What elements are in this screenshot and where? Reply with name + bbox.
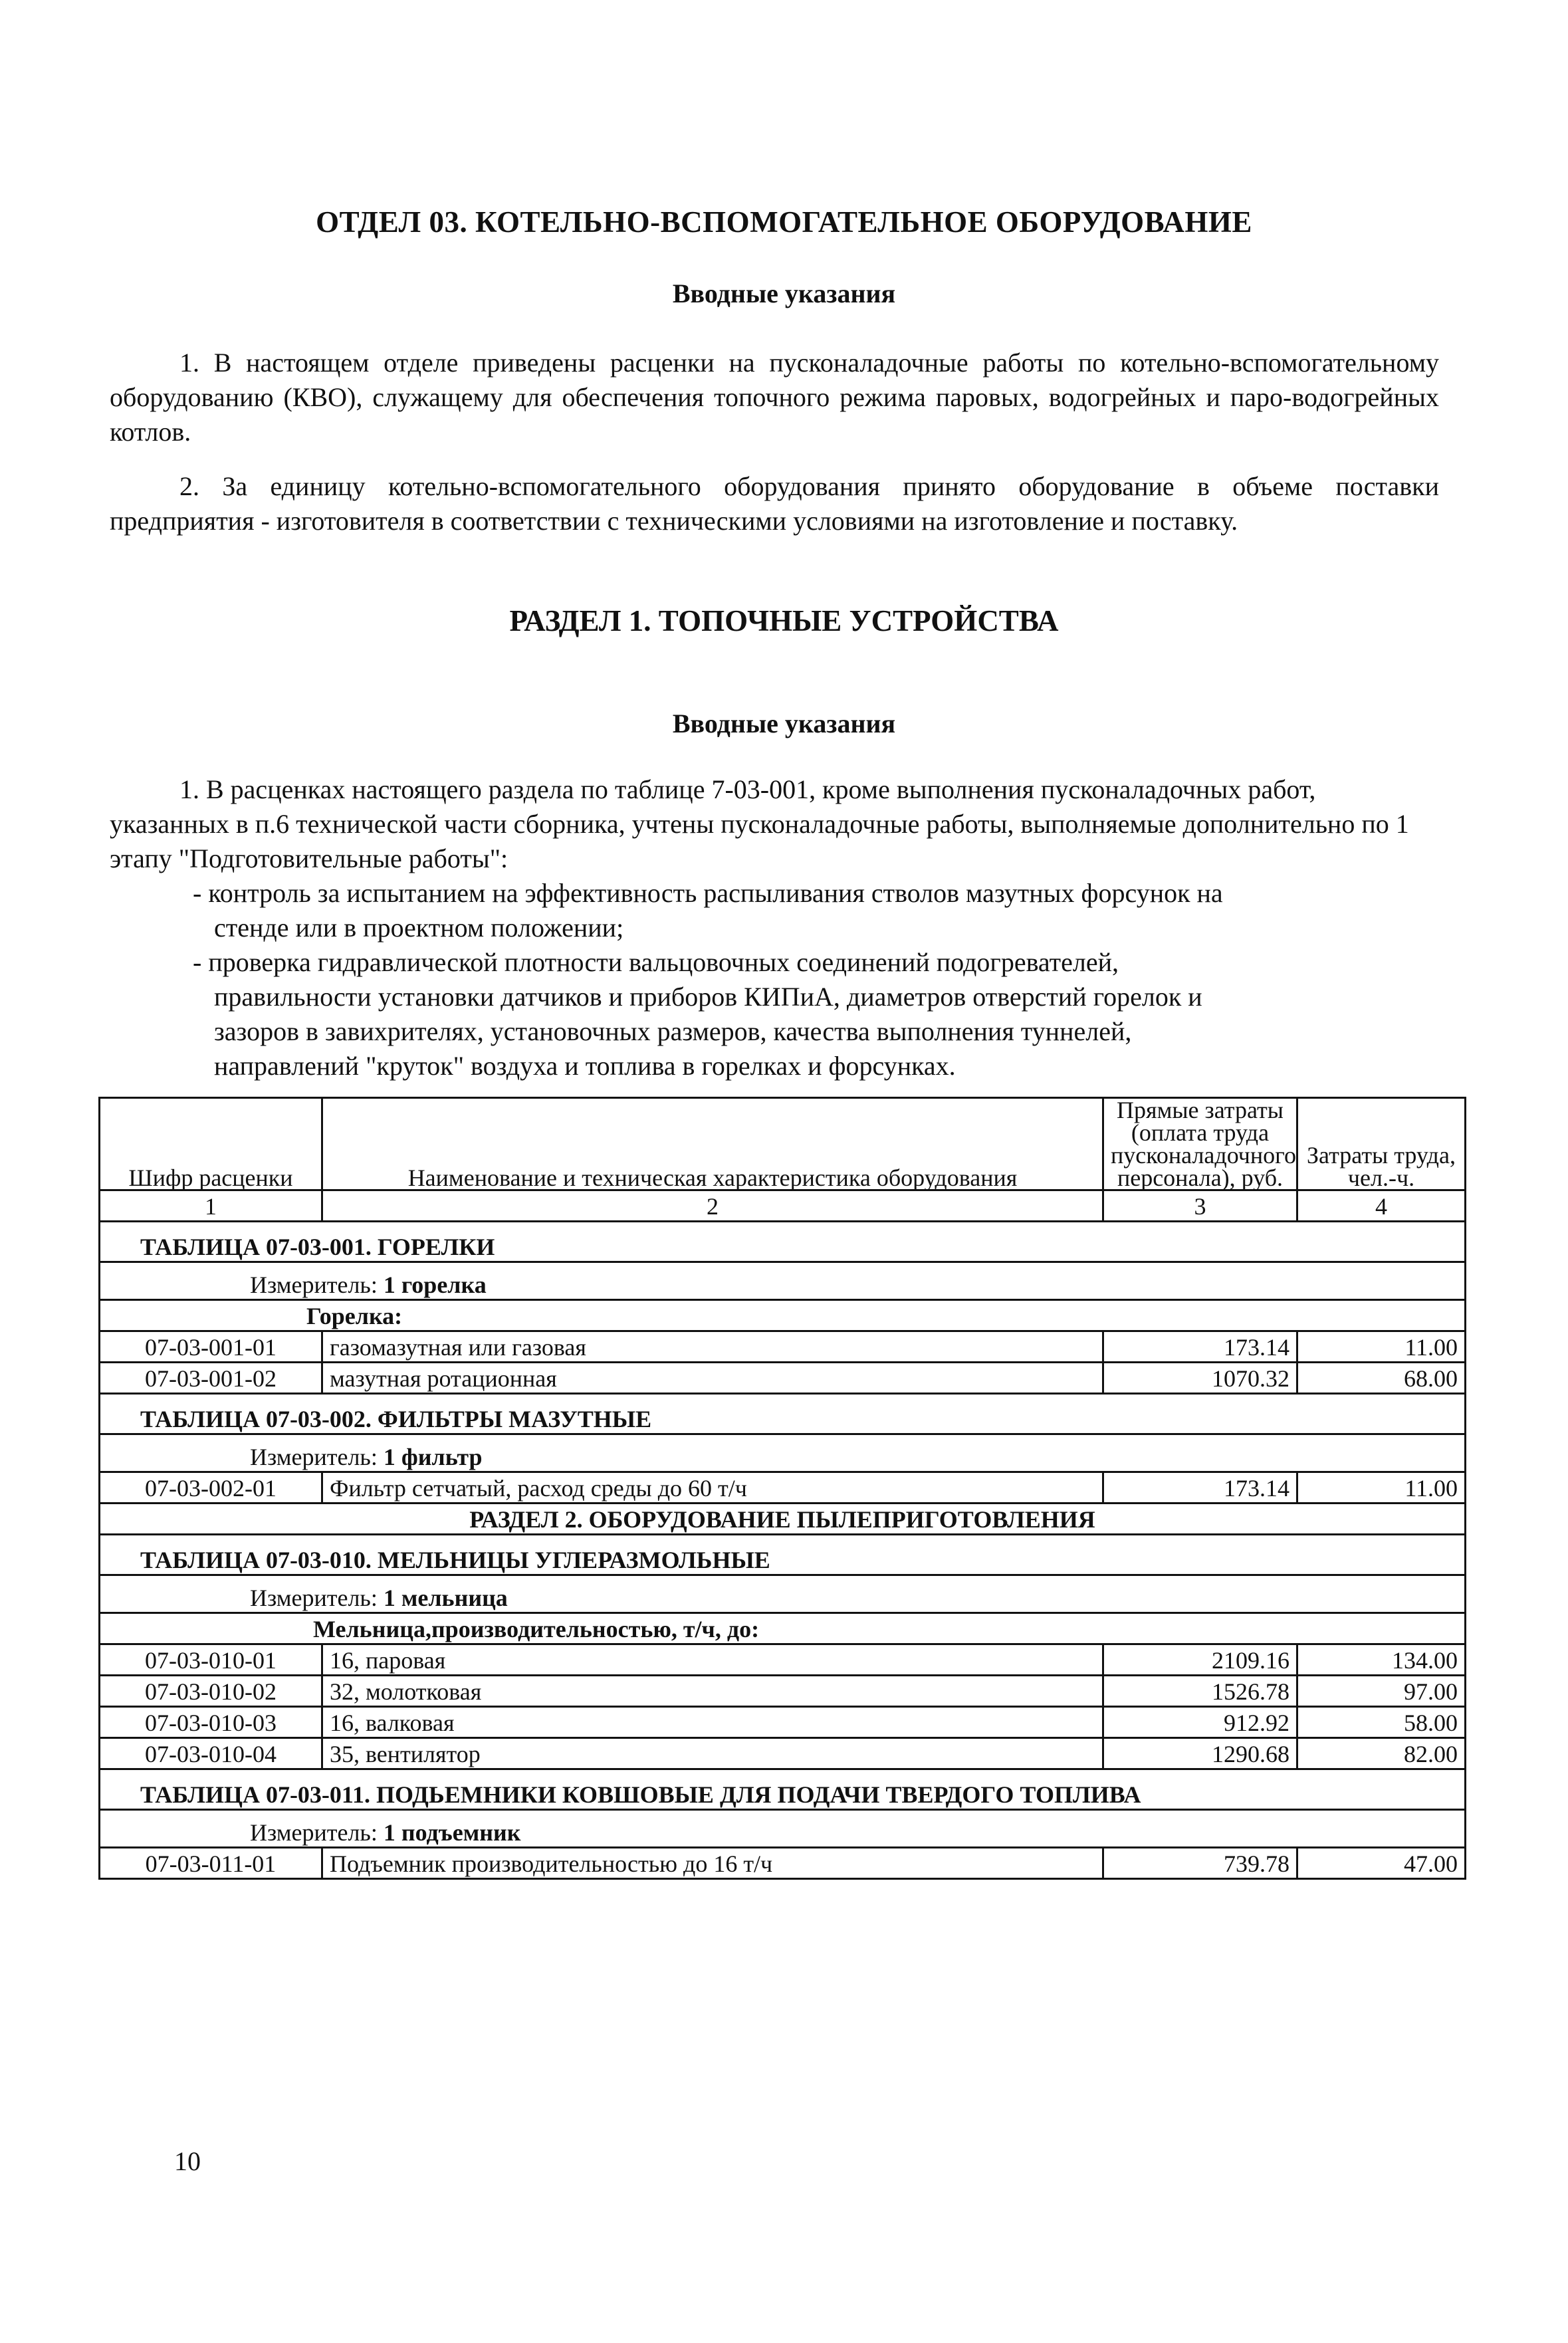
rate-name: 16, паровая [322, 1644, 1103, 1676]
table-row [100, 1644, 1466, 1676]
paragraph-2-text: 2. За единицу котельно-вспомогательного оборудования принято оборудование в объеме поставки предприятия - изготовителя в соответствии с техническими условиями на изготовление и поставку. [110, 471, 1439, 536]
rate-cost: 1526.78 [1103, 1676, 1297, 1707]
rate-code: 07-03-001-02 [100, 1363, 322, 1394]
group-row [100, 1300, 1466, 1331]
measure [100, 1575, 1466, 1613]
column-number: 3 [1103, 1190, 1297, 1222]
table-row [100, 1676, 1466, 1707]
measure-label: Измеритель: [250, 1272, 378, 1298]
measure [100, 1434, 1466, 1472]
table-title-row [100, 1394, 1466, 1434]
table-title: ТАБЛИЦА 07-03-010. МЕЛЬНИЦЫ УГЛЕРАЗМОЛЬНЫЕ [100, 1535, 1466, 1575]
rate-labor: 11.00 [1297, 1472, 1466, 1504]
rate-cost: 173.14 [1103, 1472, 1297, 1504]
table-row [100, 1472, 1466, 1504]
measure-row [100, 1262, 1466, 1300]
section-row [100, 1504, 1466, 1535]
rate-code: 07-03-002-01 [100, 1472, 322, 1504]
dash-item-2 [193, 945, 1442, 1083]
section-2-heading: РАЗДЕЛ 2. ОБОРУДОВАНИЕ ПЫЛЕПРИГОТОВЛЕНИЯ [100, 1504, 1466, 1535]
header-name: Наименование и техническая характеристика оборудования [322, 1098, 1103, 1190]
rates-table [98, 1097, 1466, 1880]
measure-value: 1 подъемник [383, 1819, 521, 1846]
group-row [100, 1613, 1466, 1644]
dash-item-2-line-4: направлений "круток" воздуха и топлива в горелках и форсунках. [214, 1051, 956, 1081]
rate-code: 07-03-010-02 [100, 1676, 322, 1707]
table-title-row [100, 1222, 1466, 1262]
measure-label: Измеритель: [250, 1819, 378, 1846]
column-number-row [100, 1190, 1466, 1222]
dash-item-1-line-2: стенде или в проектном положении; [214, 913, 624, 943]
rate-labor: 11.00 [1297, 1331, 1466, 1363]
table-title-row [100, 1769, 1466, 1810]
paragraph-1 [110, 346, 1439, 449]
rate-name: 16, валковая [322, 1707, 1103, 1738]
dash-item-1-line-1: - контроль за испытанием на эффективность распыливания стволов мазутных форсунок на [193, 878, 1223, 908]
table-title-row [100, 1535, 1466, 1575]
header-labor: Затраты труда, чел.-ч. [1297, 1098, 1466, 1190]
rate-labor: 82.00 [1297, 1738, 1466, 1769]
rate-code: 07-03-011-01 [100, 1848, 322, 1879]
rate-code: 07-03-010-01 [100, 1644, 322, 1676]
rate-labor: 47.00 [1297, 1848, 1466, 1879]
rate-name: Фильтр сетчатый, расход среды до 60 т/ч [322, 1472, 1103, 1504]
paragraph-3-text: 1. В расценках настоящего раздела по таблице 7-03-001, кроме выполнения пусконаладочных работ, указанных в п.6 технической части сборника, учтены пусконаладочные работы, выполняемые дополнительно по 1 этапу "Подготовительные работы": [110, 774, 1409, 873]
table-row [100, 1738, 1466, 1769]
rate-name: мазутная ротационная [322, 1363, 1103, 1394]
measure-row [100, 1810, 1466, 1848]
rate-labor: 134.00 [1297, 1644, 1466, 1676]
measure-label: Измеритель: [250, 1444, 378, 1470]
rate-code: 07-03-001-01 [100, 1331, 322, 1363]
dash-item-2-line-2: правильности установки датчиков и приборов КИПиА, диаметров отверстий горелок и [214, 982, 1202, 1012]
rate-code: 07-03-010-03 [100, 1707, 322, 1738]
header-code: Шифр расценки [100, 1098, 322, 1190]
table-row [100, 1848, 1466, 1879]
rate-cost: 2109.16 [1103, 1644, 1297, 1676]
measure [100, 1262, 1466, 1300]
rate-labor: 97.00 [1297, 1676, 1466, 1707]
rate-cost: 912.92 [1103, 1707, 1297, 1738]
rate-cost: 1070.32 [1103, 1363, 1297, 1394]
group-label: Мельница,производительностью, т/ч, до: [100, 1613, 1466, 1644]
table-row [100, 1363, 1466, 1394]
measure [100, 1810, 1466, 1848]
rate-name: 35, вентилятор [322, 1738, 1103, 1769]
measure-row [100, 1575, 1466, 1613]
paragraph-2 [110, 469, 1439, 538]
table-row [100, 1331, 1466, 1363]
table-header-row [100, 1098, 1466, 1190]
department-heading: ОТДЕЛ 03. КОТЕЛЬНО-ВСПОМОГАТЕЛЬНОЕ ОБОРУДОВАНИЕ [316, 205, 1252, 239]
measure-value: 1 горелка [383, 1272, 487, 1298]
column-number: 4 [1297, 1190, 1466, 1222]
paragraph-3 [110, 772, 1439, 876]
measure-value: 1 фильтр [383, 1444, 483, 1470]
rate-labor: 58.00 [1297, 1707, 1466, 1738]
intro-heading-2: Вводные указания [672, 709, 896, 738]
header-cost: Прямые затраты (оплата труда пусконаладочного персонала), руб. [1103, 1098, 1297, 1190]
dash-item-2-line-3: зазоров в завихрителях, установочных размеров, качества выполнения туннелей, [214, 1016, 1132, 1046]
section-1-heading: РАЗДЕЛ 1. ТОПОЧНЫЕ УСТРОЙСТВА [509, 604, 1059, 637]
rate-name: Подъемник производительностью до 16 т/ч [322, 1848, 1103, 1879]
intro-heading-1: Вводные указания [672, 279, 896, 308]
rate-cost: 1290.68 [1103, 1738, 1297, 1769]
dash-item-1 [193, 876, 1442, 945]
group-label: Горелка: [100, 1300, 1466, 1331]
dash-item-2-line-1: - проверка гидравлической плотности вальцовочных соединений подогревателей, [193, 947, 1119, 977]
table-title: ТАБЛИЦА 07-03-002. ФИЛЬТРЫ МАЗУТНЫЕ [100, 1394, 1466, 1434]
table-row [100, 1707, 1466, 1738]
rate-labor: 68.00 [1297, 1363, 1466, 1394]
rate-code: 07-03-010-04 [100, 1738, 322, 1769]
table-title: ТАБЛИЦА 07-03-011. ПОДЬЕМНИКИ КОВШОВЫЕ ДЛЯ ПОДАЧИ ТВЕРДОГО ТОПЛИВА [100, 1769, 1466, 1810]
rate-cost: 173.14 [1103, 1331, 1297, 1363]
table-title: ТАБЛИЦА 07-03-001. ГОРЕЛКИ [100, 1222, 1466, 1262]
page-number: 10 [174, 2146, 201, 2176]
column-number: 2 [322, 1190, 1103, 1222]
column-number: 1 [100, 1190, 322, 1222]
rate-name: газомазутная или газовая [322, 1331, 1103, 1363]
measure-value: 1 мельница [383, 1585, 508, 1611]
paragraph-1-text: 1. В настоящем отделе приведены расценки на пусконаладочные работы по котельно-вспомогательному оборудованию (КВО), служащему для обеспечения топочного режима паровых, водогрейных и паро-водогрейных котлов. [110, 348, 1439, 447]
rate-name: 32, молотковая [322, 1676, 1103, 1707]
measure-label: Измеритель: [250, 1585, 378, 1611]
measure-row [100, 1434, 1466, 1472]
rate-cost: 739.78 [1103, 1848, 1297, 1879]
